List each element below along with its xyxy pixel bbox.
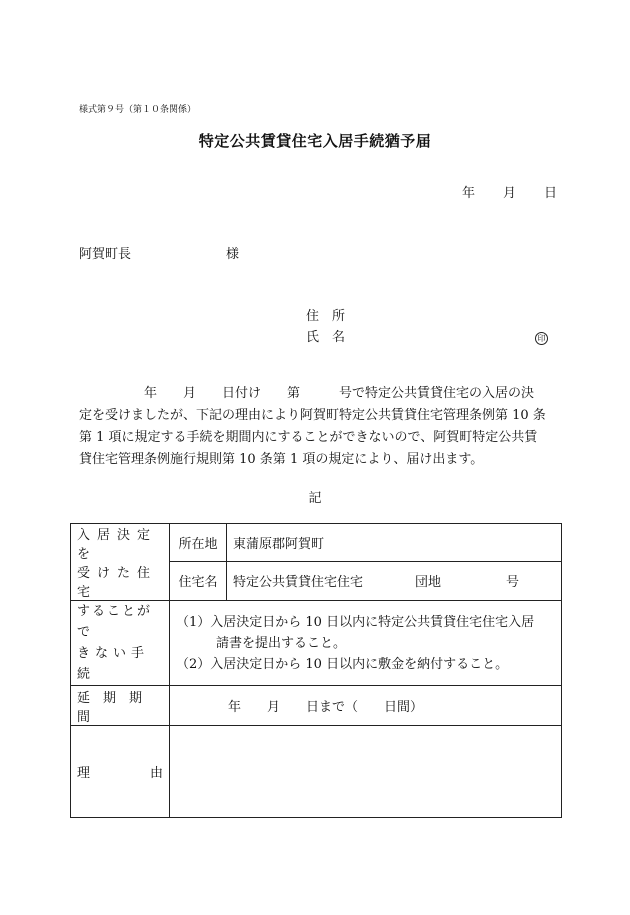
date-month: 月 [503,186,517,201]
decision-label-line1: 入居決定を [77,528,158,562]
seal-icon: 印 [535,332,548,345]
address-label: 住 所 [306,309,346,324]
ki-heading: 記 [308,491,322,506]
procedure-item-2: （2）入居決定日から 10 日以内に敷金を納付すること。 [176,656,509,672]
name-label: 氏 名 [306,330,346,345]
procedure-item-1-cont: 請書を提出すること。 [216,635,347,651]
housing-value-cell: 特定公共賃貸住宅住宅 団地 号 [227,561,562,600]
reason-label-left: 理 [77,766,91,781]
body-line: 第 1 項に規定する手続を期間内にすることができないので、阿賀町特定公共賃 [79,430,538,445]
body-line: 年 月 日付け 第 号で特定公共賃貸住宅の入居の決 [79,386,535,401]
table-row [71,524,562,562]
procedure-label-cell: することがで きない手続 [71,601,170,686]
reason-value-cell[interactable] [170,726,562,818]
addressee-honorific: 様 [226,247,240,262]
extension-value-cell: 年 月 日まで（ 日間） [170,686,562,726]
addressee-name: 阿賀町長 [79,247,132,262]
procedure-value-cell [170,601,562,686]
reason-label-cell [71,726,170,818]
body-paragraph [79,383,563,471]
document-title: 特定公共賃貸住宅入居手続猶予届 [198,132,432,150]
table-row [71,686,562,726]
location-value-cell: 東蒲原郡阿賀町 [227,524,562,562]
seal-mark [535,326,548,345]
procedure-item-1: （1）入居決定日から 10 日以内に特定公共賃貸住宅住宅入居 [176,614,535,630]
decision-label-line2: 受けた住宅 [77,566,158,600]
location-label-cell: 所在地 [170,524,227,562]
decision-label-cell [71,524,170,601]
reason-label-right: 由 [149,766,163,781]
table-row [71,726,562,818]
date-day: 日 [544,186,558,201]
form-number: 様式第９号（第１０条関係） [79,105,197,115]
housing-label-cell: 住宅名 [170,561,227,600]
table-row [71,601,562,686]
body-line: 貸住宅管理条例施行規則第 10 条第 1 項の規定により、届け出ます。 [79,452,484,467]
date-year: 年 [462,186,476,201]
extension-label-cell: 延期期間 [71,686,170,726]
application-table [70,523,562,818]
body-line: 定を受けましたが、下記の理由により阿賀町特定公共賃貸住宅管理条例第 10 条 [79,408,546,423]
